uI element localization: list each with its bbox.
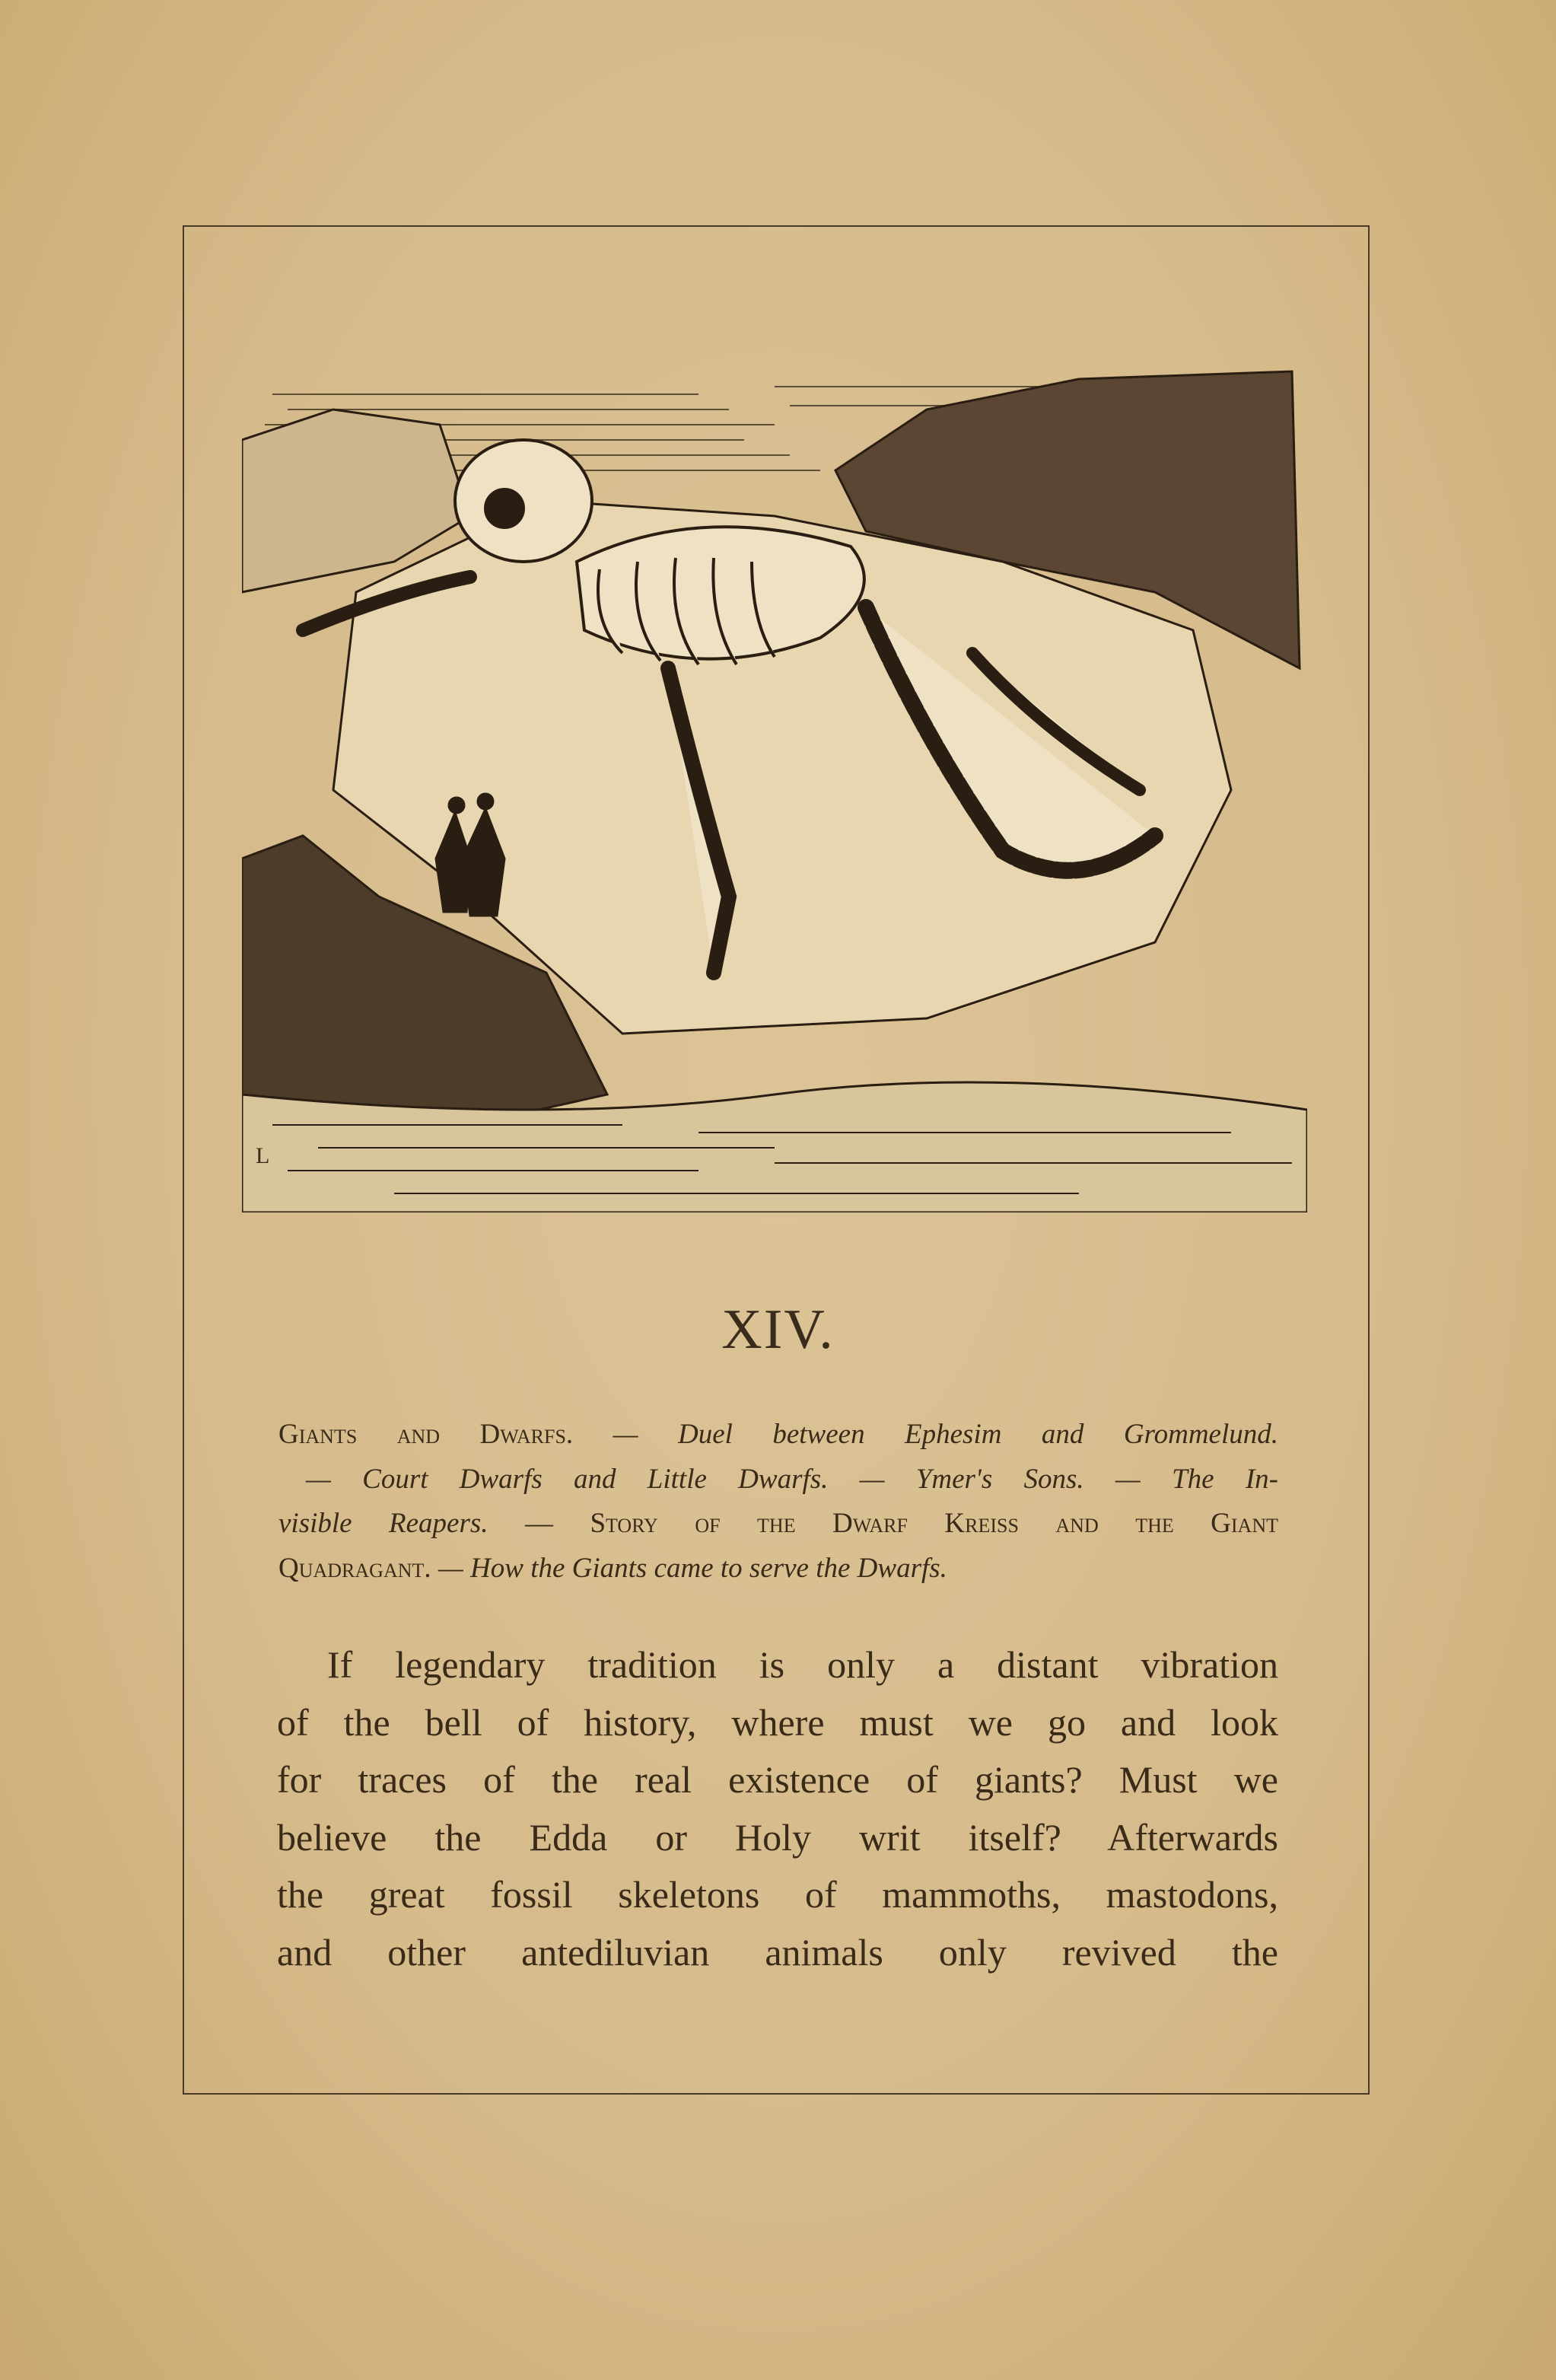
body-line: of the bell of history, where must we go and look xyxy=(277,1700,1278,1744)
summary-text: — Story of the Dwarf Kreiss and the Giant xyxy=(488,1508,1278,1539)
engraving-giant-skeleton xyxy=(242,364,1307,1212)
body-line: for traces of the real existence of giants? Must we xyxy=(277,1758,1278,1801)
body-line: the great fossil skeletons of mammoths, mastodons, xyxy=(277,1873,1278,1916)
chapter-number: XIV. xyxy=(721,1298,835,1361)
summary-text: — Duel between Ephesim and Grommelund. xyxy=(573,1419,1278,1450)
summary-text: Giants and Dwarfs. xyxy=(278,1419,574,1450)
summary-text: — How the Giants came to serve the Dwarfs. xyxy=(431,1552,947,1584)
body-line: and other antediluvian animals only revived the xyxy=(277,1930,1278,1974)
summary-text: — Court Dwarfs and Little Dwarfs. — Ymer's Sons. — The In- xyxy=(306,1463,1278,1495)
chapter-summary xyxy=(278,1413,1278,1591)
body-text xyxy=(277,1636,1278,1981)
summary-text: visible Reapers. xyxy=(278,1508,488,1539)
body-line: If legendary tradition is only a distant vibration xyxy=(327,1643,1278,1686)
summary-text: Quadragant. xyxy=(278,1552,431,1584)
body-line: believe the Edda or Holy writ itself? Afterwards xyxy=(277,1815,1278,1859)
engraver-signature: L xyxy=(256,1143,270,1168)
